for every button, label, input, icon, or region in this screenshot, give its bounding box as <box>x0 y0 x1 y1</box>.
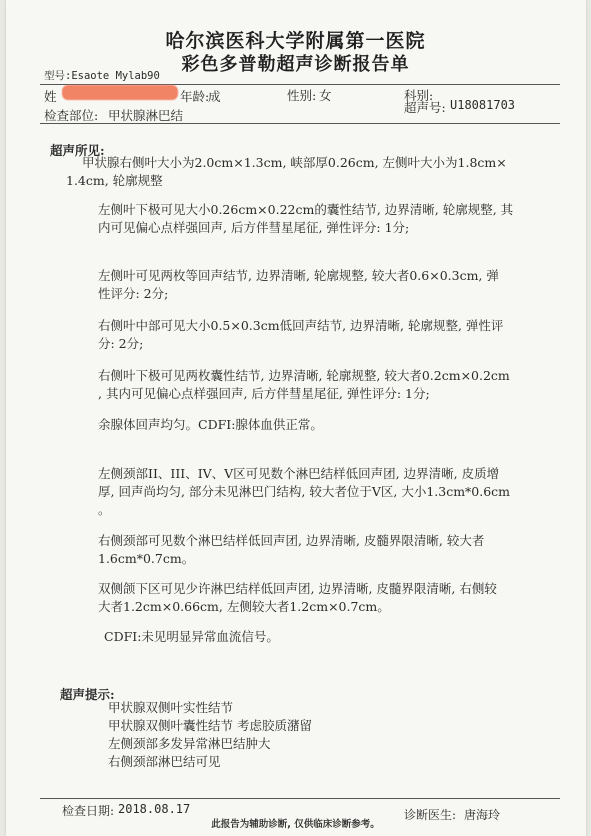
exam-date-value: 2018.08.17 <box>118 802 191 816</box>
finding-line: 左侧颈部II、III、IV、V区可见数个淋巴结样低回声团, 边界清晰, 皮质增 <box>98 466 500 481</box>
finding-line: 性评分: 2分; <box>98 286 169 301</box>
finding-line: 1.6cm*0.7cm。 <box>98 551 195 566</box>
exam-site-label: 检查部位: <box>44 108 99 123</box>
finding-line: 内可见偏心点样强回声, 后方伴彗星尾征, 弹性评分: 1分; <box>98 220 410 235</box>
finding-line: 分: 2分; <box>98 336 144 351</box>
footer-divider <box>40 798 560 799</box>
impression-item: 左侧颈部多发异常淋巴结肿大 <box>108 736 271 751</box>
doctor-label: 诊断医生: <box>404 808 457 822</box>
age-value: 成 <box>208 89 221 104</box>
doctor-name: 唐海玲 <box>464 808 501 822</box>
redacted-name <box>62 85 178 100</box>
finding-paragraph <box>98 367 510 403</box>
hospital-name: 哈尔滨医科大学附属第一医院 <box>165 30 426 52</box>
finding-line: 双侧颌下区可见少许淋巴结样低回声团, 边界清晰, 皮髓界限清晰, 右侧较 <box>98 581 497 596</box>
dept-label: 科别: <box>404 88 434 103</box>
name-label: 姓 <box>44 89 57 104</box>
impression-item: 甲状腺双侧叶囊性结节 考虑胶质潴留 <box>108 718 312 733</box>
finding-line: 甲状腺右侧叶大小为2.0cm×1.3cm, 峡部厚0.26cm, 左侧叶大小为1.8cm× <box>82 155 507 170</box>
finding-line: 1.4cm, 轮廓规整 <box>66 173 163 188</box>
finding-paragraph <box>66 154 507 190</box>
finding-line: 左侧叶下极可见大小0.26cm×0.22cm的囊性结节, 边界清晰, 轮廓规整, 其 <box>98 202 514 217</box>
info-divider <box>40 123 560 124</box>
finding-line: 余腺体回声均匀。CDFI:腺体血供正常。 <box>98 417 323 432</box>
finding-line: 大者1.2cm×0.66cm, 左侧较大者1.2cm×0.7cm。 <box>98 599 390 614</box>
finding-paragraph <box>98 416 323 434</box>
finding-paragraph <box>104 628 279 646</box>
ultrasound-number-value: U18081703 <box>450 98 516 112</box>
ultrasound-number-label: 超声号: <box>404 100 446 115</box>
disclaimer-note: 此报告为辅助诊断, 仅供临床诊断参考。 <box>211 819 380 830</box>
device-model: 型号:Esaote Mylab90 <box>44 70 160 82</box>
impression-item: 甲状腺双侧叶实性结节 <box>108 700 234 715</box>
finding-line: 右侧叶下极可见两枚囊性结节, 边界清晰, 轮廓规整, 较大者0.2cm×0.2cm <box>98 368 510 383</box>
report-title: 彩色多普勒超声诊断报告单 <box>181 54 410 75</box>
exam-site-value: 甲状腺淋巴结 <box>108 108 184 123</box>
finding-paragraph <box>98 267 499 303</box>
impression-list <box>108 699 312 771</box>
age-label: 年龄: <box>180 89 210 104</box>
finding-paragraph <box>98 201 513 237</box>
finding-line: , 其内可见偏心点样强回声, 后方伴彗星尾征, 弹性评分: 1分; <box>98 386 430 401</box>
impression-title: 超声提示: <box>60 687 115 702</box>
impression-item: 右侧颈部淋巴结可见 <box>108 754 221 769</box>
finding-line: 左侧叶可见两枚等回声结节, 边界清晰, 轮廓规整, 较大者0.6×0.3cm, 弹 <box>98 268 499 283</box>
finding-line: 右侧叶中部可见大小0.5×0.3cm低回声结节, 边界清晰, 轮廓规整, 弹性评 <box>98 318 504 333</box>
sex-label: 性别: <box>287 88 317 103</box>
finding-line: 右侧颈部可见数个淋巴结样低回声团, 边界清晰, 皮髓界限清晰, 较大者 <box>98 533 485 548</box>
finding-line: CDFI:未见明显异常血流信号。 <box>104 629 279 644</box>
finding-paragraph <box>98 580 497 616</box>
finding-line: 厚, 回声尚均匀, 部分未见淋巴门结构, 较大者位于V区, 大小1.3cm*0.6cm <box>98 484 511 499</box>
findings-title: 超声所见: <box>50 143 105 158</box>
sex-value: 女 <box>319 88 332 103</box>
finding-paragraph <box>98 317 503 353</box>
finding-paragraph <box>98 532 484 568</box>
finding-line: 。 <box>98 502 111 517</box>
exam-date-label: 检查日期: <box>62 804 115 818</box>
finding-paragraph <box>98 465 510 519</box>
